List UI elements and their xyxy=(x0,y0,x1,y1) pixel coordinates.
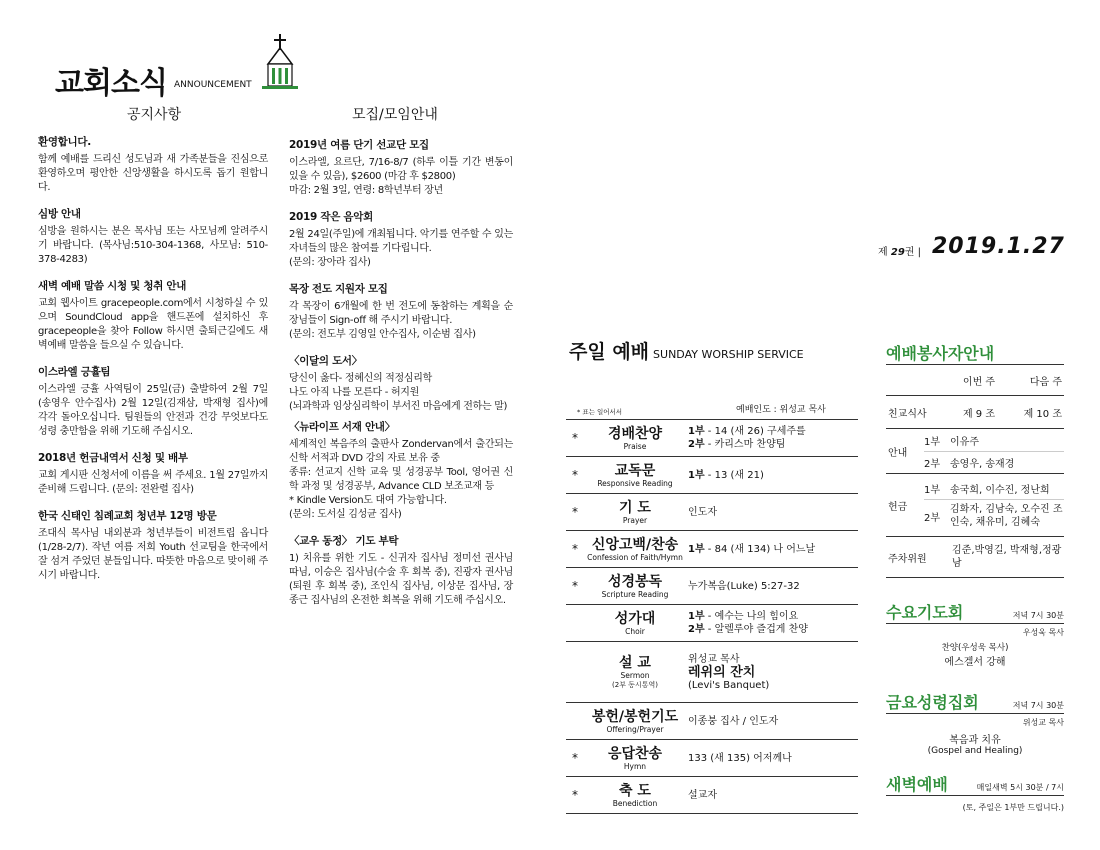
recruit-title: 〈이달의 도서〉 xyxy=(289,355,362,367)
notice-title: 환영합니다. xyxy=(38,136,91,148)
service-label: 1부 xyxy=(688,469,705,481)
standing-mark: * xyxy=(572,542,578,556)
next-week-header: 다음 주 xyxy=(1029,376,1062,388)
standing-mark: * xyxy=(572,788,578,802)
recruit-title: 목장 전도 지원자 모집 xyxy=(289,283,388,295)
volunteers-row xyxy=(886,429,1064,474)
order-name-en: Scripture Reading xyxy=(601,589,669,599)
page-title: 교회소식 xyxy=(55,66,167,101)
volume-prefix: 제 xyxy=(878,247,888,258)
notice-body: 함께 예배를 드리신 성도님과 새 가족분들을 진심으로 환영하오며 평안한 신앙생활을 하시도록 돕기 원합니다. xyxy=(38,154,268,193)
worship-row xyxy=(566,740,858,777)
order-detail: 인도자 xyxy=(688,506,717,518)
order-detail: 이종붕 집사 / 인도자 xyxy=(688,715,779,727)
worship-subtitle: SUNDAY WORSHIP SERVICE xyxy=(653,348,804,361)
order-name-en: Prayer xyxy=(622,515,648,525)
recruit-body: 이스라엘, 요르단, 7/16-8/7 (하루 이틀 기간 변동이 있을 수 있음), $2600 (마감 후 $2800) 마감: 2월 3일, 연령: 8학년부터 장년 xyxy=(289,157,513,196)
wednesday-line2: 에스겔서 강해 xyxy=(944,657,1006,668)
order-name: 기 도 xyxy=(619,499,651,516)
this-week-header: 이번 주 xyxy=(962,376,996,388)
fellowship-label: 친교식사 xyxy=(888,408,927,420)
wednesday-line1: 찬양(우성욱 목사) xyxy=(941,643,1009,653)
friday-line2: (Gospel and Healing) xyxy=(927,746,1023,756)
order-detail: - 13 (새 21) xyxy=(704,469,764,481)
volume-label xyxy=(878,243,921,258)
volume-suffix: 권 | xyxy=(904,247,921,258)
friday-time: 저녁 7시 30분 xyxy=(1012,701,1064,710)
order-name-en: Benediction xyxy=(612,798,658,808)
dawn-time: 매일새벽 5시 30분 / 7시 xyxy=(976,783,1064,792)
order-name: 성가대 xyxy=(614,610,656,627)
worship-row xyxy=(566,531,858,568)
notice-item xyxy=(38,509,268,583)
service-1-label: 1부 xyxy=(924,436,941,448)
order-detail: - 알렐루야 즐겁게 찬양 xyxy=(704,624,808,635)
order-name-en: Sermon xyxy=(620,670,650,680)
worship-row xyxy=(566,457,858,494)
order-detail: 133 (새 135) 어저께나 xyxy=(688,752,792,764)
notice-title: 심방 안내 xyxy=(38,208,81,220)
friday-line1: 복음과 치유 xyxy=(949,735,1001,746)
order-detail: - 14 (새 26) 구세주를 xyxy=(704,426,806,437)
volunteers-row xyxy=(886,537,1064,578)
volunteers-table xyxy=(886,364,1064,578)
service-label: 1부 xyxy=(688,611,705,622)
notice-body: 조대식 목사님 내외분과 청년부들이 비전트립 옵니다(1/28-2/7). 작년 여름 저희 Youth 선교팀을 한국에서 잘 섬겨 주었던 분들입니다. 따뜻한 마음으로 맞이해 주시기 바랍니다. xyxy=(38,528,268,581)
recruit-title: 〈뉴라이프 서재 안내〉 xyxy=(289,421,395,433)
recruit-body: 1) 치유를 위한 기도 - 신귀자 집사님 정미선 권사님 따님, 이승은 집사님(수술 후 회복 중), 진광자 권사님(퇴원 후 회복 중), 조인식 집사님, 이상문 집사님, 장종근 집사님의 온전한 회복을 위해 기도해 주십시오. xyxy=(289,553,513,606)
service-2-label: 2부 xyxy=(924,458,941,470)
order-name: 축 도 xyxy=(619,782,651,799)
wednesday-title: 수요기도회 xyxy=(886,603,964,622)
offering-2: 김화자, 김남숙, 오수진 조인숙, 채유미, 김혜숙 xyxy=(950,504,1063,528)
notice-item xyxy=(38,207,268,267)
worship-title-text: 주일 예배 xyxy=(569,341,650,363)
order-name-en: Hymn xyxy=(623,761,647,771)
recruit-body: 각 목장이 6개월에 한 번 전도에 동참하는 계획을 순장님들이 Sign-off 해 주시기 바랍니다. (문의: 전도부 김영일 안수집사, 이순범 집사) xyxy=(289,301,513,340)
notice-body: 교회 게시판 신청서에 이름을 써 주세요. 1월 27일까지 준비해 드립니다. (문의: 전완렬 집사) xyxy=(38,470,268,495)
worship-row xyxy=(566,568,858,605)
recruit-body: 세계적인 복음주의 출판사 Zondervan에서 출간되는 신학 서적과 DVD 강의 자료 보유 중 종류: 선교지 신학 교육 및 성경공부 Tool, 영어권 신학 과정 및 성경공부, Advance CLD 보조교재 등 * Kindle Version도 대여 가능합니다. (문의: 도서실 김성균 집사) xyxy=(289,439,513,520)
notice-title: 이스라엘 긍휼팀 xyxy=(38,366,111,378)
dawn-section xyxy=(886,772,1064,813)
wednesday-speaker: 우성욱 목사 xyxy=(1022,628,1064,637)
order-detail: 누가복음(Luke) 5:27-32 xyxy=(688,580,800,592)
order-name: 설 교 xyxy=(619,654,651,671)
notice-title: 한국 신태인 침례교회 청년부 12명 방문 xyxy=(38,510,217,522)
order-detail: 설교자 xyxy=(688,789,717,801)
recruit-item xyxy=(289,138,513,198)
dawn-note: (토, 주일은 1부만 드립니다.) xyxy=(962,803,1064,812)
service-1-label: 1부 xyxy=(924,485,941,496)
notice-item xyxy=(38,365,268,439)
order-name: 응답찬송 xyxy=(607,745,663,762)
friday-speaker: 위성교 목사 xyxy=(1022,718,1064,727)
notice-body: 이스라엘 긍휼 사역팀이 25일(금) 출발하여 2월 7일(송영우 안수집사) 2월 12일(김재삼, 박재형 집사)에 각각 돌아오십니다. 팀원들의 안전과 건강 무엇보다도 성령 충만함을 위해 기도해 주십시오. xyxy=(38,384,268,437)
order-name: 성경봉독 xyxy=(607,573,663,590)
standing-note: * 표는 일어서서 xyxy=(577,408,623,416)
usher-label: 안내 xyxy=(888,447,908,459)
wednesday-section xyxy=(886,600,1064,668)
order-name: 경배찬양 xyxy=(607,425,663,442)
worship-row xyxy=(566,419,858,457)
recruit-title: 2019년 여름 단기 선교단 모집 xyxy=(289,139,429,151)
volunteers-row xyxy=(886,396,1064,429)
recruit-item xyxy=(289,534,513,608)
volunteers-title: 예배봉사자안내 xyxy=(886,344,995,363)
service-label: 2부 xyxy=(688,439,705,450)
volunteers-row xyxy=(886,474,1064,537)
usher-2: 송영우, 송재경 xyxy=(950,458,1015,470)
parking-team: 김준,박영길, 박재형,정광남 xyxy=(952,545,1062,569)
offering-label: 헌금 xyxy=(888,501,908,513)
standing-mark: * xyxy=(572,431,578,445)
notice-title: 2018년 헌금내역서 신청 및 배부 xyxy=(38,452,188,464)
recruit-body: 2월 24일(주일)에 개최됩니다. 악기를 연주할 수 있는 자녀들의 많은 참여를 기다립니다. (문의: 장아라 집사) xyxy=(289,229,513,268)
worship-row xyxy=(566,642,858,703)
order-name: 봉헌/봉헌기도 xyxy=(591,708,679,725)
order-name: 신앙고백/찬송 xyxy=(591,536,679,553)
fellowship-this: 제 9 조 xyxy=(962,408,996,420)
standing-mark: * xyxy=(572,751,578,765)
worship-title xyxy=(569,337,804,364)
fellowship-next: 제 10 조 xyxy=(1023,408,1062,420)
recruit-item xyxy=(289,282,513,342)
sermon-title-en: (Levi's Banquet) xyxy=(688,679,770,691)
notice-item xyxy=(38,279,268,353)
recruit-title: 〈교우 동정〉 기도 부탁 xyxy=(289,535,399,547)
wednesday-time: 저녁 7시 30분 xyxy=(1012,611,1064,620)
recruit-body: 당신이 옳다- 정혜신의 적정심리학 나도 아직 나를 모른다 - 허지원 (뇌과학과 임상심리학이 부서진 마음에게 전하는 말) xyxy=(289,373,508,412)
notices-column xyxy=(38,135,268,595)
notice-body: 심방을 원하시는 분은 목사님 또는 사모님께 알려주시기 바랍니다. (목사님:510-304-1368, 사모님: 510-378-4283) xyxy=(38,226,268,265)
order-name-en: Confession of Faith/Hymn xyxy=(587,552,683,562)
friday-section xyxy=(886,690,1064,756)
worship-order-table xyxy=(566,419,858,814)
worship-row xyxy=(566,703,858,740)
usher-1: 이유주 xyxy=(950,436,979,448)
notice-heading: 공지사항 xyxy=(127,107,182,123)
dawn-title: 새벽예배 xyxy=(886,775,948,794)
standing-mark: * xyxy=(572,468,578,482)
worship-row xyxy=(566,605,858,642)
recruit-heading: 모집/모임안내 xyxy=(352,107,438,123)
notice-body: 교회 웹사이트 gracepeople.com에서 시청하실 수 있으며 SoundCloud app을 핸드폰에 설치하신 후 gracepeople을 찾아 Follow 하시면 출퇴근길에도 새벽예배 말씀을 들으실 수 있습니다. xyxy=(38,298,268,351)
church-icon xyxy=(262,34,298,90)
issue-date: 2019.1.27 xyxy=(932,234,1065,259)
recruit-column xyxy=(289,138,513,620)
order-name-en: Choir xyxy=(625,626,645,636)
notice-item xyxy=(38,451,268,497)
standing-mark: * xyxy=(572,579,578,593)
volunteers-header-row xyxy=(886,365,1064,396)
order-name: 교독문 xyxy=(614,462,656,479)
recruit-title: 2019 작은 음악회 xyxy=(289,211,373,223)
notice-item xyxy=(38,135,268,195)
recruit-item xyxy=(289,210,513,270)
order-detail: - 84 (새 134) 나 어느날 xyxy=(704,543,816,555)
service-label: 1부 xyxy=(688,426,705,437)
order-detail: - 카리스마 찬양팀 xyxy=(704,439,786,450)
order-name-en: Offering/Prayer xyxy=(606,724,664,734)
service-label: 1부 xyxy=(688,543,705,555)
standing-mark: * xyxy=(572,505,578,519)
notice-title: 새벽 예배 말씀 시청 및 청취 안내 xyxy=(38,280,187,292)
parking-label: 주차위원 xyxy=(888,553,927,565)
order-detail: - 예수는 나의 힘이요 xyxy=(704,611,799,622)
friday-title: 금요성령집회 xyxy=(886,693,979,712)
worship-row xyxy=(566,494,858,531)
recruit-item xyxy=(289,354,513,414)
service-2-label: 2부 xyxy=(924,512,941,524)
sermon-title: 레위의 잔치 xyxy=(688,664,756,680)
interpretation-note: (2부 동시통역) xyxy=(612,680,658,689)
service-label: 2부 xyxy=(688,624,705,635)
volume-number: 29 xyxy=(890,247,905,258)
worship-row xyxy=(566,777,858,814)
order-name-en: Responsive Reading xyxy=(597,478,673,488)
order-name-en: Praise xyxy=(623,441,647,451)
page-subtitle: ANNOUNCEMENT xyxy=(174,80,252,90)
preacher: 위성교 목사 xyxy=(688,653,740,665)
recruit-item xyxy=(289,420,513,522)
worship-leader: 예배인도 : 위성교 목사 xyxy=(736,405,826,415)
offering-1: 송국희, 이수진, 정난희 xyxy=(950,485,1050,496)
